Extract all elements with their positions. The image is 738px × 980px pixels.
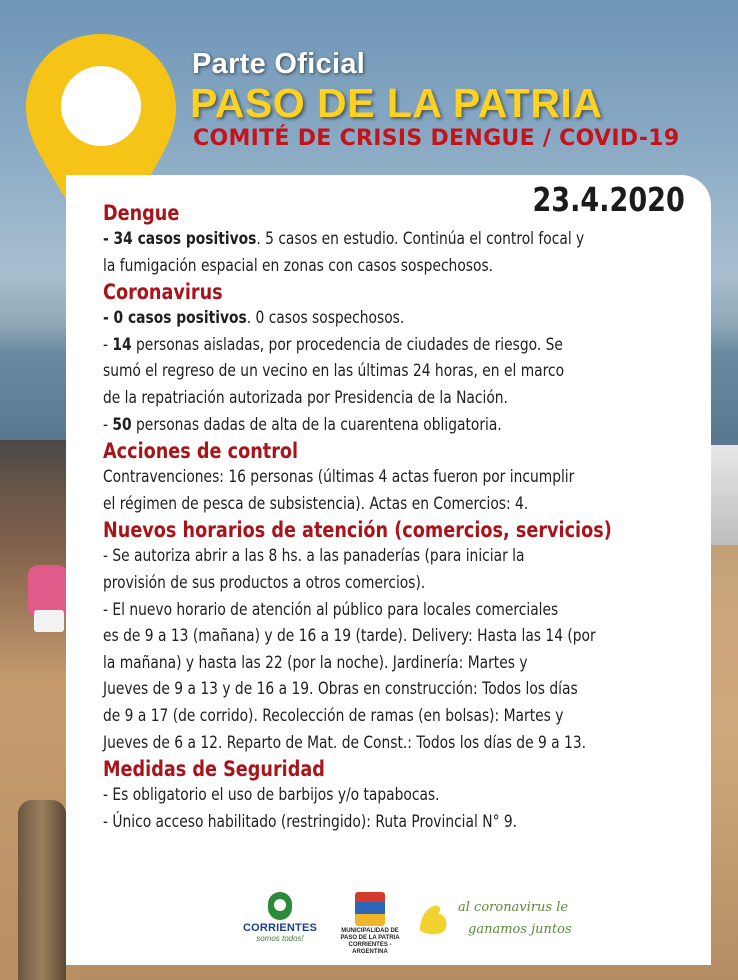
section-line (103, 597, 703, 624)
header-subtitle: Parte Oficial (192, 48, 366, 80)
section-line (103, 385, 703, 412)
slogan-logo (416, 894, 596, 954)
municipality-line: PASO DE LA PATRIA (340, 935, 400, 941)
corrientes-tagline: somos todos! (256, 934, 304, 943)
section (103, 438, 703, 517)
line-text: Jueves de 6 a 12. Reparto de Mat. de Const.: Todos los días de 9 a 13. (103, 732, 587, 753)
section (103, 517, 703, 756)
line-text: personas dadas de alta de la cuarentena obligatoria. (131, 414, 502, 435)
section-body (103, 305, 703, 438)
bold-text: - 0 casos positivos (103, 308, 247, 329)
line-text: la mañana) y hasta las 22 (por la noche). Jardinería: Martes y (103, 652, 528, 673)
section-title: Dengue (103, 201, 180, 225)
footer-logos (240, 888, 620, 958)
line-text: - El nuevo horario de atención al público para locales comerciales (103, 599, 559, 620)
wooden-log (18, 800, 66, 980)
line-text: Contravenciones: 16 personas (últimas 4 actas fueron por incumplir (103, 467, 575, 488)
section-line (103, 491, 703, 518)
municipality-emblem-icon (355, 892, 385, 926)
line-text: . 0 casos sospechosos. (246, 308, 405, 329)
section-title: Medidas de Seguridad (103, 757, 325, 782)
corrientes-name: CORRIENTES (242, 922, 318, 934)
section (103, 756, 703, 835)
line-text: - (103, 414, 113, 435)
section (103, 200, 703, 279)
person-white-skirt (34, 610, 64, 632)
section-body (103, 226, 703, 279)
line-text: - Único acceso habilitado (restringido): Ruta Provincial N° 9. (103, 811, 518, 832)
line-text: la fumigación espacial en zonas con casos sospechosos. (103, 255, 494, 276)
corrientes-shield-icon (268, 892, 292, 920)
bold-text: 14 (112, 334, 132, 355)
municipality-logo (340, 888, 400, 958)
slogan-line-1: al coronavirus le (458, 900, 569, 915)
section-line (103, 358, 703, 385)
section-line (103, 543, 703, 570)
section-line (103, 305, 703, 332)
line-text: sumó el regreso de un vecino en las últimas 24 horas, en el marco (103, 361, 565, 382)
section-line (103, 412, 703, 439)
header-committee: COMITÉ DE CRISIS DENGUE / COVID-19 (193, 126, 680, 151)
corrientes-logo (240, 888, 320, 958)
report-content (103, 200, 703, 835)
line-text: de la repatriación autorizada por Presidencia de la Nación. (103, 387, 508, 408)
section (103, 279, 703, 438)
bold-text: 50 (112, 414, 132, 435)
line-text: . 5 casos en estudio. Continúa el control focal y (256, 229, 585, 249)
section-title: Acciones de control (103, 439, 299, 464)
line-text: - Es obligatorio el uso de barbijos y/o tapabocas. (103, 785, 440, 806)
section-line (103, 809, 703, 836)
section-title: Coronavirus (103, 280, 223, 305)
section-title: Nuevos horarios de atención (comercios, servicios) (103, 518, 612, 543)
report-date: 23.4.2020 (532, 180, 685, 219)
line-text: es de 9 a 13 (mañana) y de 16 a 19 (tarde). Delivery: Hasta las 14 (por (103, 626, 596, 647)
section-body (103, 543, 703, 756)
section-line (103, 570, 703, 597)
municipality-line: CORRIENTES - ARGENTINA (348, 942, 392, 955)
line-text: Jueves de 9 a 13 y de 16 a 19. Obras en construcción: Todos los días (103, 679, 578, 700)
section-line (103, 226, 703, 253)
section-line (103, 332, 703, 359)
line-text: - (103, 334, 113, 355)
section-line (103, 253, 703, 280)
line-text: personas aisladas, por procedencia de ciudades de riesgo. Se (131, 334, 563, 355)
section-line (103, 623, 703, 650)
line-text: provisión de sus productos a otros comercios). (103, 572, 426, 593)
section-line (103, 650, 703, 677)
slogan-line-2: ganamos juntos (468, 922, 572, 937)
line-text: - Se autoriza abrir a las 8 hs. a las panaderías (para iniciar la (103, 546, 525, 567)
line-text: de 9 a 17 (de corrido). Recolección de ramas (en bolsas): Martes y (103, 705, 564, 726)
section-line (103, 676, 703, 703)
section-body (103, 782, 703, 835)
flexed-arm-icon (416, 900, 450, 938)
section-line (103, 464, 703, 491)
header-title: PASO DE LA PATRIA (190, 80, 603, 126)
line-text: el régimen de pesca de subsistencia). Actas en Comercios: 4. (103, 493, 529, 514)
section-line (103, 730, 703, 757)
section-body (103, 464, 703, 517)
municipality-line: MUNICIPALIDAD DE (341, 928, 399, 934)
person-pink-shirt (28, 565, 68, 615)
section-line (103, 703, 703, 730)
section-line (103, 782, 703, 809)
bold-text: - 34 casos positivos (103, 229, 257, 249)
